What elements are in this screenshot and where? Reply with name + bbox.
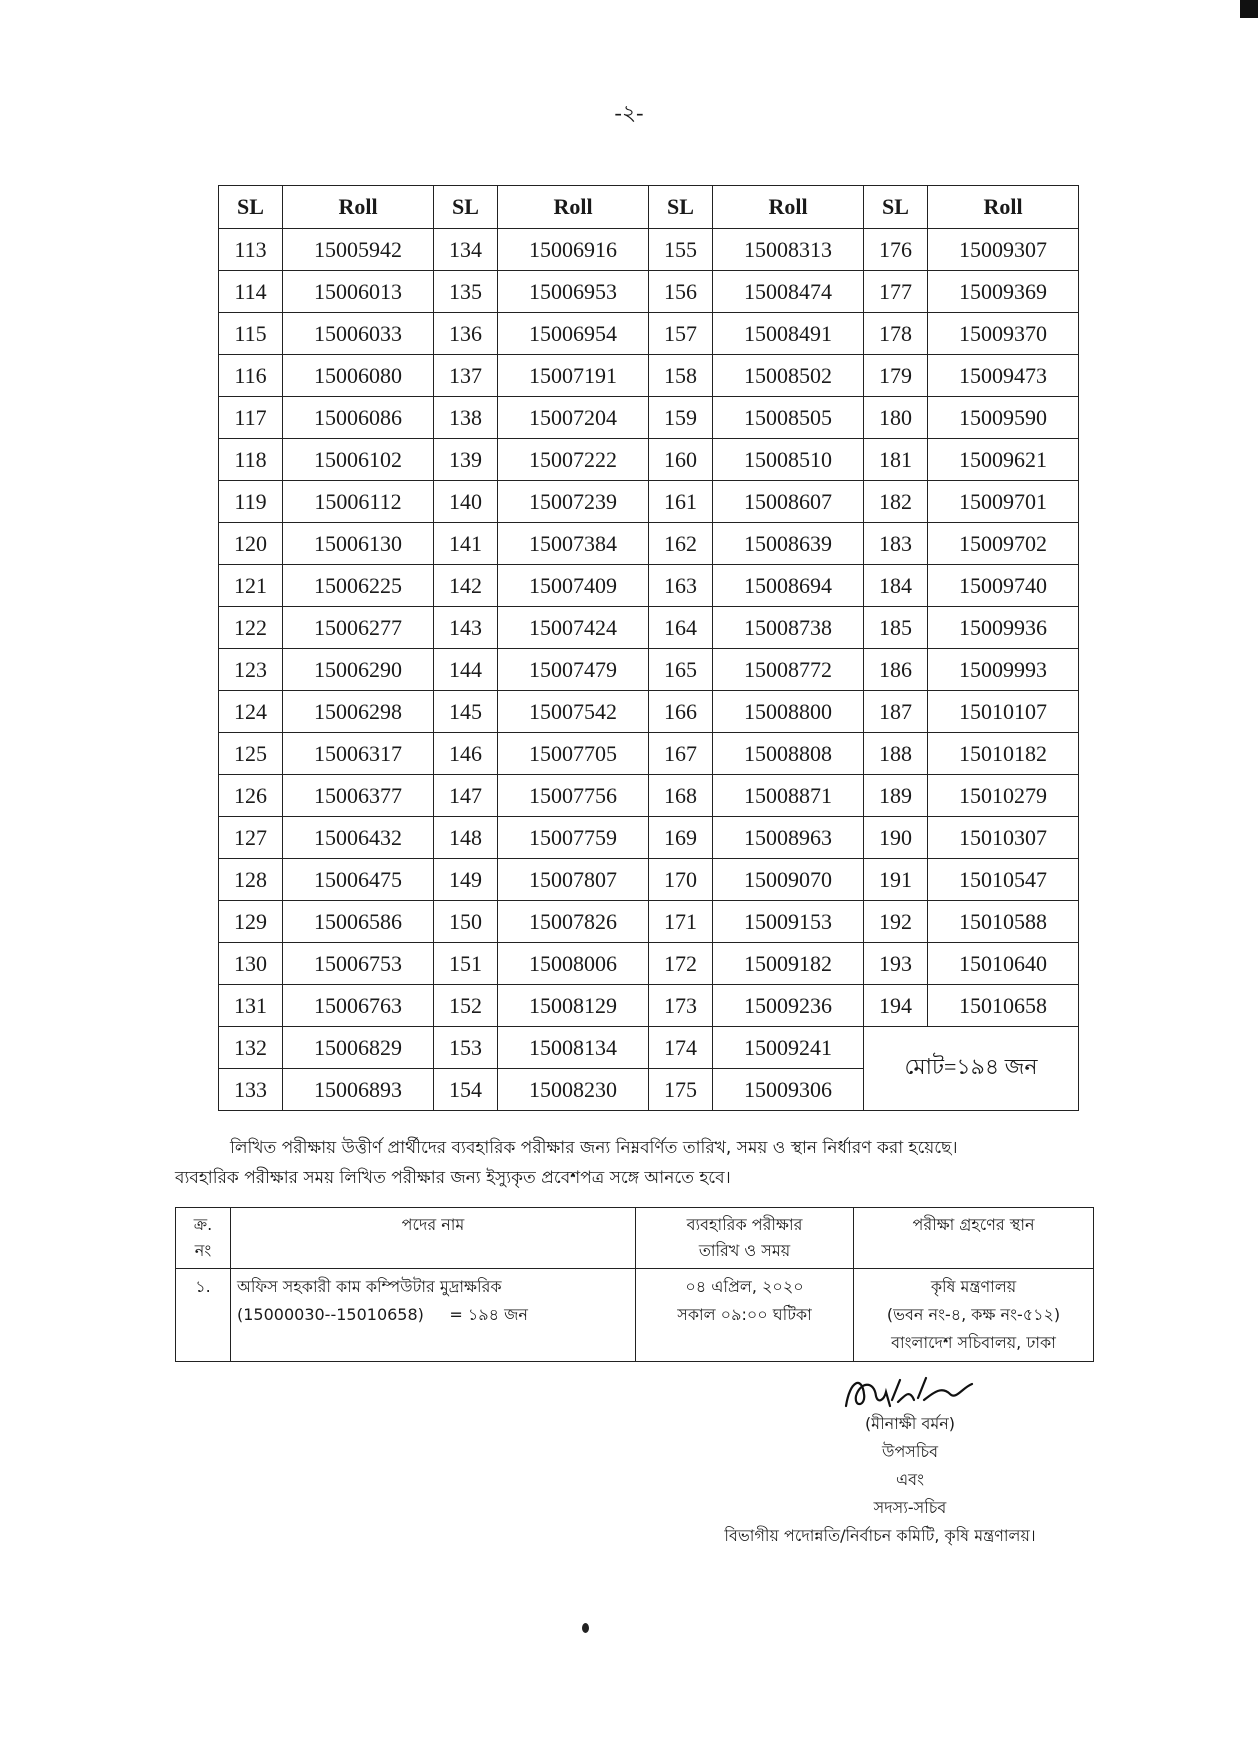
roll-cell: 15007222 xyxy=(498,439,649,481)
sl-cell: 166 xyxy=(649,691,713,733)
roll-cell: 15006829 xyxy=(283,1027,434,1069)
roll-cell: 15007384 xyxy=(498,523,649,565)
roll-cell: 15008772 xyxy=(713,649,864,691)
notice-line-1: লিখিত পরীক্ষায় উত্তীর্ণ প্রার্থীদের ব্যবহারিক পরীক্ষার জন্য নিম্নবর্ণিত তারিখ, সময় ও স্থান নির্ধারণ করা হয়েছে। xyxy=(230,1138,958,1158)
sl-cell: 188 xyxy=(864,733,928,775)
roll-cell: 15008006 xyxy=(498,943,649,985)
roll-cell: 15008230 xyxy=(498,1069,649,1111)
sl-cell: 151 xyxy=(434,943,498,985)
sl-cell: 171 xyxy=(649,901,713,943)
roll-cell: 15006377 xyxy=(283,775,434,817)
header-sl: SL xyxy=(434,186,498,229)
roll-cell: 15008134 xyxy=(498,1027,649,1069)
signatory-designation: উপসচিব xyxy=(881,1442,938,1461)
header-roll: Roll xyxy=(928,186,1079,229)
roll-cell: 15008129 xyxy=(498,985,649,1027)
table-row xyxy=(219,523,1079,565)
roll-table xyxy=(218,185,1079,1111)
sl-cell: 170 xyxy=(649,859,713,901)
roll-cell: 15006112 xyxy=(283,481,434,523)
sl-cell: 194 xyxy=(864,985,928,1027)
schedule-table xyxy=(175,1207,1094,1362)
sl-cell: 159 xyxy=(649,397,713,439)
sl-cell: 192 xyxy=(864,901,928,943)
row-post xyxy=(231,1269,636,1362)
sl-cell: 132 xyxy=(219,1027,283,1069)
roll-cell: 15006130 xyxy=(283,523,434,565)
sl-cell: 152 xyxy=(434,985,498,1027)
sl-cell: 154 xyxy=(434,1069,498,1111)
roll-table-header xyxy=(219,186,1079,229)
sl-cell: 193 xyxy=(864,943,928,985)
sl-cell: 169 xyxy=(649,817,713,859)
sl-cell: 157 xyxy=(649,313,713,355)
sl-cell: 175 xyxy=(649,1069,713,1111)
sl-cell: 141 xyxy=(434,523,498,565)
roll-cell: 15008963 xyxy=(713,817,864,859)
sl-cell: 150 xyxy=(434,901,498,943)
table-row xyxy=(219,859,1079,901)
sl-cell: 142 xyxy=(434,565,498,607)
sl-cell: 185 xyxy=(864,607,928,649)
sl-cell: 124 xyxy=(219,691,283,733)
roll-cell: 15007756 xyxy=(498,775,649,817)
header-datetime-line-1: ব্যবহারিক পরীক্ষার xyxy=(686,1215,803,1234)
post-name: অফিস সহকারী কাম কম্পিউটার মুদ্রাক্ষরিক xyxy=(237,1277,502,1296)
roll-cell: 15008694 xyxy=(713,565,864,607)
sl-cell: 148 xyxy=(434,817,498,859)
venue-line-1: কৃষি মন্ত্রণালয় xyxy=(930,1277,1017,1296)
roll-cell: 15007191 xyxy=(498,355,649,397)
header-venue: পরীক্ষা গ্রহণের স্থান xyxy=(854,1208,1094,1269)
roll-cell: 15006102 xyxy=(283,439,434,481)
roll-cell: 15010107 xyxy=(928,691,1079,733)
roll-cell: 15006893 xyxy=(283,1069,434,1111)
roll-cell: 15007479 xyxy=(498,649,649,691)
header-post: পদের নাম xyxy=(231,1208,636,1269)
roll-cell: 15006475 xyxy=(283,859,434,901)
sl-cell: 162 xyxy=(649,523,713,565)
signatory-role: সদস্য-সচিব xyxy=(873,1498,947,1517)
sl-cell: 163 xyxy=(649,565,713,607)
page-number: -২- xyxy=(614,100,644,125)
signature-scribble-icon xyxy=(840,1370,980,1414)
sl-cell: 182 xyxy=(864,481,928,523)
post-count: = ১৯৪ জন xyxy=(449,1305,528,1324)
table-row xyxy=(219,481,1079,523)
roll-cell: 15006953 xyxy=(498,271,649,313)
sl-cell: 134 xyxy=(434,229,498,271)
roll-cell: 15009307 xyxy=(928,229,1079,271)
sl-cell: 173 xyxy=(649,985,713,1027)
sl-cell: 145 xyxy=(434,691,498,733)
sl-cell: 181 xyxy=(864,439,928,481)
roll-cell: 15008510 xyxy=(713,439,864,481)
roll-cell: 15009702 xyxy=(928,523,1079,565)
table-row xyxy=(219,565,1079,607)
roll-cell: 15009182 xyxy=(713,943,864,985)
roll-cell: 15006432 xyxy=(283,817,434,859)
sl-cell: 146 xyxy=(434,733,498,775)
sl-cell: 128 xyxy=(219,859,283,901)
roll-cell: 15006763 xyxy=(283,985,434,1027)
roll-cell: 15009236 xyxy=(713,985,864,1027)
sl-cell: 147 xyxy=(434,775,498,817)
sl-cell: 165 xyxy=(649,649,713,691)
roll-cell: 15010658 xyxy=(928,985,1079,1027)
header-roll: Roll xyxy=(283,186,434,229)
sl-cell: 174 xyxy=(649,1027,713,1069)
table-row xyxy=(219,943,1079,985)
venue-line-3: বাংলাদেশ সচিবালয়, ঢাকা xyxy=(891,1333,1056,1352)
sl-cell: 130 xyxy=(219,943,283,985)
signatory-name: (মীনাক্ষী বর্মন) xyxy=(864,1414,956,1433)
roll-cell: 15006277 xyxy=(283,607,434,649)
sl-cell: 189 xyxy=(864,775,928,817)
roll-cell: 15006013 xyxy=(283,271,434,313)
roll-cell: 15009936 xyxy=(928,607,1079,649)
sl-cell: 153 xyxy=(434,1027,498,1069)
header-sl: SL xyxy=(219,186,283,229)
roll-cell: 15008871 xyxy=(713,775,864,817)
sl-cell: 190 xyxy=(864,817,928,859)
roll-cell: 15009241 xyxy=(713,1027,864,1069)
roll-cell: 15008505 xyxy=(713,397,864,439)
sl-cell: 117 xyxy=(219,397,283,439)
table-row xyxy=(219,649,1079,691)
row-datetime xyxy=(636,1269,854,1362)
roll-cell: 15006317 xyxy=(283,733,434,775)
sl-cell: 183 xyxy=(864,523,928,565)
sl-cell: 178 xyxy=(864,313,928,355)
table-row xyxy=(219,691,1079,733)
roll-cell: 15006225 xyxy=(283,565,434,607)
roll-cell: 15009993 xyxy=(928,649,1079,691)
sl-cell: 164 xyxy=(649,607,713,649)
sl-cell: 180 xyxy=(864,397,928,439)
post-roll-range: (15000030--15010658) xyxy=(237,1305,424,1324)
roll-cell: 15007759 xyxy=(498,817,649,859)
roll-cell: 15009369 xyxy=(928,271,1079,313)
sl-cell: 161 xyxy=(649,481,713,523)
signatory-committee: বিভাগীয় পদোন্নতি/নির্বাচন কমিটি, কৃষি মন্ত্রণালয়। xyxy=(724,1526,1036,1545)
roll-cell: 15008313 xyxy=(713,229,864,271)
table-row xyxy=(219,271,1079,313)
roll-cell: 15008738 xyxy=(713,607,864,649)
sl-cell: 191 xyxy=(864,859,928,901)
sl-cell: 144 xyxy=(434,649,498,691)
table-row xyxy=(219,1027,1079,1069)
sl-cell: 133 xyxy=(219,1069,283,1111)
notice-line-2: ব্যবহারিক পরীক্ষার সময় লিখিত পরীক্ষার জন্য ইস্যুকৃত প্রবেশপত্র সঙ্গে আনতে হবে। xyxy=(175,1168,731,1188)
sl-cell: 121 xyxy=(219,565,283,607)
roll-cell: 15008808 xyxy=(713,733,864,775)
roll-cell: 15008491 xyxy=(713,313,864,355)
roll-cell: 15010588 xyxy=(928,901,1079,943)
sl-cell: 168 xyxy=(649,775,713,817)
roll-cell: 15009306 xyxy=(713,1069,864,1111)
sl-cell: 149 xyxy=(434,859,498,901)
roll-cell: 15007542 xyxy=(498,691,649,733)
signature-block xyxy=(690,1410,1130,1550)
table-row xyxy=(219,313,1079,355)
roll-cell: 15010307 xyxy=(928,817,1079,859)
sl-cell: 113 xyxy=(219,229,283,271)
sl-cell: 172 xyxy=(649,943,713,985)
roll-cell: 15009701 xyxy=(928,481,1079,523)
header-datetime-line-2: তারিখ ও সময় xyxy=(698,1241,791,1260)
total-count: মোট=১৯৪ জন xyxy=(864,1027,1079,1111)
roll-cell: 15008474 xyxy=(713,271,864,313)
roll-cell: 15009590 xyxy=(928,397,1079,439)
roll-cell: 15009153 xyxy=(713,901,864,943)
sl-cell: 123 xyxy=(219,649,283,691)
venue-line-2: (ভবন নং-৪, কক্ষ নং-৫১২) xyxy=(886,1305,1061,1324)
roll-cell: 15006916 xyxy=(498,229,649,271)
sl-cell: 140 xyxy=(434,481,498,523)
sl-cell: 155 xyxy=(649,229,713,271)
header-serial xyxy=(176,1208,231,1269)
sl-cell: 135 xyxy=(434,271,498,313)
header-serial-line-1: ক্র. xyxy=(193,1215,213,1234)
schedule-header xyxy=(176,1208,1094,1269)
header-sl: SL xyxy=(649,186,713,229)
scan-edge-mark xyxy=(1240,0,1258,18)
roll-cell: 15010640 xyxy=(928,943,1079,985)
notice xyxy=(175,1133,1095,1193)
sl-cell: 137 xyxy=(434,355,498,397)
scan-speck xyxy=(582,1623,589,1633)
sl-cell: 119 xyxy=(219,481,283,523)
table-row xyxy=(219,817,1079,859)
table-row xyxy=(219,229,1079,271)
roll-cell: 15006033 xyxy=(283,313,434,355)
table-row xyxy=(219,355,1079,397)
roll-cell: 15009621 xyxy=(928,439,1079,481)
header-datetime xyxy=(636,1208,854,1269)
sl-cell: 115 xyxy=(219,313,283,355)
header-roll: Roll xyxy=(713,186,864,229)
header-roll: Roll xyxy=(498,186,649,229)
row-venue xyxy=(854,1269,1094,1362)
sl-cell: 187 xyxy=(864,691,928,733)
sl-cell: 176 xyxy=(864,229,928,271)
sl-cell: 129 xyxy=(219,901,283,943)
table-row xyxy=(219,397,1079,439)
roll-cell: 15009473 xyxy=(928,355,1079,397)
sl-cell: 158 xyxy=(649,355,713,397)
sl-cell: 156 xyxy=(649,271,713,313)
table-row xyxy=(219,439,1079,481)
roll-cell: 15005942 xyxy=(283,229,434,271)
sl-cell: 143 xyxy=(434,607,498,649)
roll-cell: 15009370 xyxy=(928,313,1079,355)
roll-cell: 15008639 xyxy=(713,523,864,565)
sl-cell: 114 xyxy=(219,271,283,313)
row-serial: ১. xyxy=(176,1269,231,1362)
roll-cell: 15006954 xyxy=(498,313,649,355)
sl-cell: 116 xyxy=(219,355,283,397)
sl-cell: 184 xyxy=(864,565,928,607)
header-sl: SL xyxy=(864,186,928,229)
exam-date: ০৪ এপ্রিল, ২০২০ xyxy=(685,1277,804,1296)
roll-cell: 15006753 xyxy=(283,943,434,985)
sl-cell: 122 xyxy=(219,607,283,649)
table-row xyxy=(219,775,1079,817)
sl-cell: 131 xyxy=(219,985,283,1027)
sl-cell: 127 xyxy=(219,817,283,859)
header-serial-line-2: নং xyxy=(194,1241,212,1260)
roll-cell: 15009070 xyxy=(713,859,864,901)
roll-cell: 15008800 xyxy=(713,691,864,733)
exam-time: সকাল ০৯:০০ ঘটিকা xyxy=(677,1305,812,1324)
roll-cell: 15007409 xyxy=(498,565,649,607)
sl-cell: 120 xyxy=(219,523,283,565)
signatory-and: এবং xyxy=(896,1470,924,1489)
roll-cell: 15006080 xyxy=(283,355,434,397)
roll-cell: 15007807 xyxy=(498,859,649,901)
roll-cell: 15007239 xyxy=(498,481,649,523)
table-row xyxy=(219,985,1079,1027)
schedule-row xyxy=(176,1269,1094,1362)
sl-cell: 138 xyxy=(434,397,498,439)
roll-cell: 15007424 xyxy=(498,607,649,649)
roll-cell: 15008502 xyxy=(713,355,864,397)
roll-cell: 15006086 xyxy=(283,397,434,439)
roll-cell: 15006298 xyxy=(283,691,434,733)
sl-cell: 136 xyxy=(434,313,498,355)
sl-cell: 126 xyxy=(219,775,283,817)
roll-cell: 15010547 xyxy=(928,859,1079,901)
roll-cell: 15009740 xyxy=(928,565,1079,607)
sl-cell: 160 xyxy=(649,439,713,481)
sl-cell: 177 xyxy=(864,271,928,313)
roll-cell: 15006290 xyxy=(283,649,434,691)
roll-cell: 15007204 xyxy=(498,397,649,439)
post-range-line xyxy=(237,1301,629,1329)
roll-cell: 15006586 xyxy=(283,901,434,943)
sl-cell: 186 xyxy=(864,649,928,691)
table-row xyxy=(219,901,1079,943)
sl-cell: 125 xyxy=(219,733,283,775)
sl-cell: 179 xyxy=(864,355,928,397)
roll-table-body xyxy=(219,229,1079,1111)
roll-cell: 15010279 xyxy=(928,775,1079,817)
roll-cell: 15007705 xyxy=(498,733,649,775)
table-row xyxy=(219,733,1079,775)
sl-cell: 118 xyxy=(219,439,283,481)
sl-cell: 167 xyxy=(649,733,713,775)
sl-cell: 139 xyxy=(434,439,498,481)
table-row xyxy=(219,607,1079,649)
roll-cell: 15008607 xyxy=(713,481,864,523)
roll-cell: 15010182 xyxy=(928,733,1079,775)
roll-cell: 15007826 xyxy=(498,901,649,943)
